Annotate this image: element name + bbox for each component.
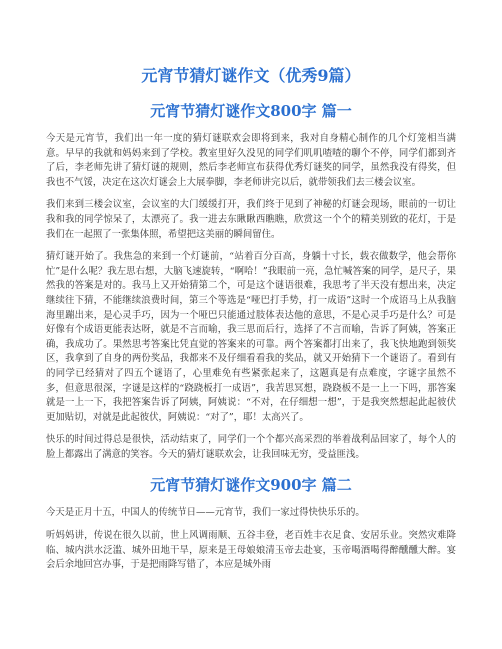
document-title: 元宵节猜灯谜作文（优秀9篇） — [141, 66, 361, 85]
section-1-paragraph-4: 快乐的时间过得总是很快，活动结束了，同学们一个个都兴高采烈的举着战利品回家了，每个人的脸上都露出了满意的笑容。今天的猜灯谜联欢会，让我回味无穷，受益匪浅。 — [46, 434, 456, 460]
section-2-paragraph-1: 今天是正月十五，中国人的传统节日——元宵节，我们一家过得快快乐乐的。 — [46, 507, 365, 519]
section-1-paragraph-2: 我们来到三楼会议室，会议室的大门缓缓打开，我们终于见到了神秘的灯谜会现场，眼前的一切让我和我的同学惊呆了，太漂亮了。我一进去东瞅瞅西瞧瞧，欣赏这一个个的精美别致的花灯，于是我们在一起照了一张集体照，希望把这美丽的瞬间留住。 — [46, 199, 456, 240]
section-1-paragraph-3: 猜灯谜开始了。我焦急的来到一个灯谜前，“站着百分百高，身躺十寸长，载衣做数学，他会帮你忙”是什么呢？我左思右想，大脑飞速旋转，“啊哈！”我眼前一亮，急忙喊答案的同学，是尺子，果然我的答案是对的。我马上又开始猜第二个，可是这个谜语很难，我思考了半天没有想出来，决定继续往下猜，不能继续浪费时间，第三个等选是“哑巴打手势，打一成语”这时一个成语马上从我脑海里蹦出来，是心灵手巧，因为一个哑巴只能通过肢体表达他的意思，不是心灵手巧是什么？可是好像有个成语更能表达呀，就是不言而喻，我三思而后行，选择了不言而喻，告诉了阿姨，答案正确，我成功了。果然思考答案比凭直觉的答案来的可靠。两个答案都打出来了，我飞快地跑到领奖区，我拿到了自身的两份奖品，我都来不及仔细看看我的奖品，就又开始猜下一个谜语了。看到有的同学已经猜对了四五个谜语了，心里难免有些紧张起来了，这题真是有点难度，字谜字虽然不多，但意思很深，字谜是这样的“跷跷板打一成语”，我苦思冥想，跷跷板不是一上一下吗，那答案就是一上一下，我把答案告诉了阿姨，阿姨说：“不对，在仔细想一想”，于是我突然想起此起彼伏更加贴切，对就是此起彼伏，阿姨说：“对了”，耶！太高兴了。 — [46, 251, 456, 423]
section-1-paragraph-1: 今天是元宵节，我们出一年一度的猜灯谜联欢会即将到来，我对自身精心制作的几个灯笼相当满意。早早的我就和妈妈来到了学校。教室里好久没见的同学们叽叽喳喳的聊个不停，同学们都到齐了后，李老师先讲了猜灯谜的规则，然后李老师宣布获得优秀灯谜奖的同学，虽然我没有得奖，但我也不气馁，决定在这次灯谜会上大展拳脚，李老师讲完以后，就带领我们去三楼会议室。 — [46, 133, 456, 188]
section-2-title: 元宵节猜灯谜作文900字 篇二 — [150, 476, 352, 495]
section-2-paragraph-2: 听妈妈讲，传说在很久以前，世上风调雨顺、五谷丰登，老百姓丰衣足食、安居乐业。突然灾难降临、城内洪水泛滥、城外田地干旱，原来是王母娘娘清玉帝去赴宴，玉帝喝酒喝得醉醺醺大醉。宴会后余地回宫办事，于是把雨降写错了，本应是城外雨 — [46, 530, 456, 571]
section-1-title: 元宵节猜灯谜作文800字 篇一 — [150, 102, 352, 120]
